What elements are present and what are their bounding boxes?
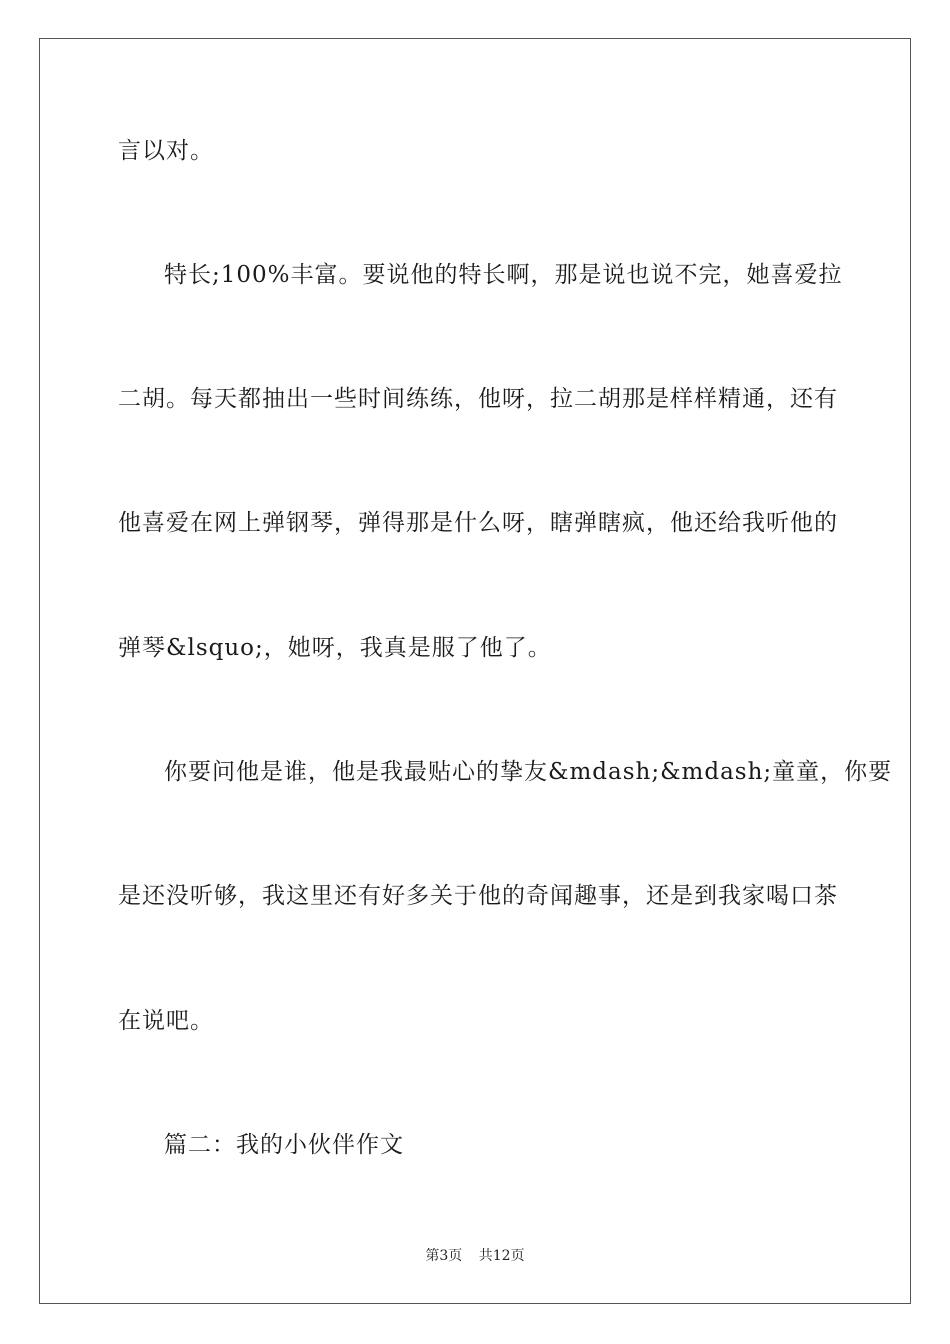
text-line-4: 他喜爱在网上弹钢琴，弹得那是什么呀，瞎弹瞎疯，他还给我听他的 xyxy=(118,510,838,536)
text-line-3: 二胡。每天都抽出一些时间练练，他呀，拉二胡那是样样精通，还有 xyxy=(118,386,838,412)
text-line-6: 你要问他是谁，他是我最贴心的挚友&mdash;&mdash;童童，你要 xyxy=(164,759,893,785)
text-line-5: 弹琴&lsquo;，她呀，我真是服了他了。 xyxy=(118,635,552,661)
text-line-2: 特长;100%丰富。要说他的特长啊，那是说也说不完，她喜爱拉 xyxy=(164,262,843,288)
page-frame xyxy=(39,38,911,1304)
total-pages: 共12页 xyxy=(478,1248,525,1264)
text-line-8: 在说吧。 xyxy=(118,1008,214,1034)
page-number: 第3页 xyxy=(425,1248,463,1264)
section-heading: 篇二：我的小伙伴作文 xyxy=(164,1132,404,1158)
text-line-1: 言以对。 xyxy=(118,138,214,164)
text-line-7: 是还没听够，我这里还有好多关于他的奇闻趣事，还是到我家喝口茶 xyxy=(118,883,838,909)
page-footer xyxy=(0,1245,950,1265)
